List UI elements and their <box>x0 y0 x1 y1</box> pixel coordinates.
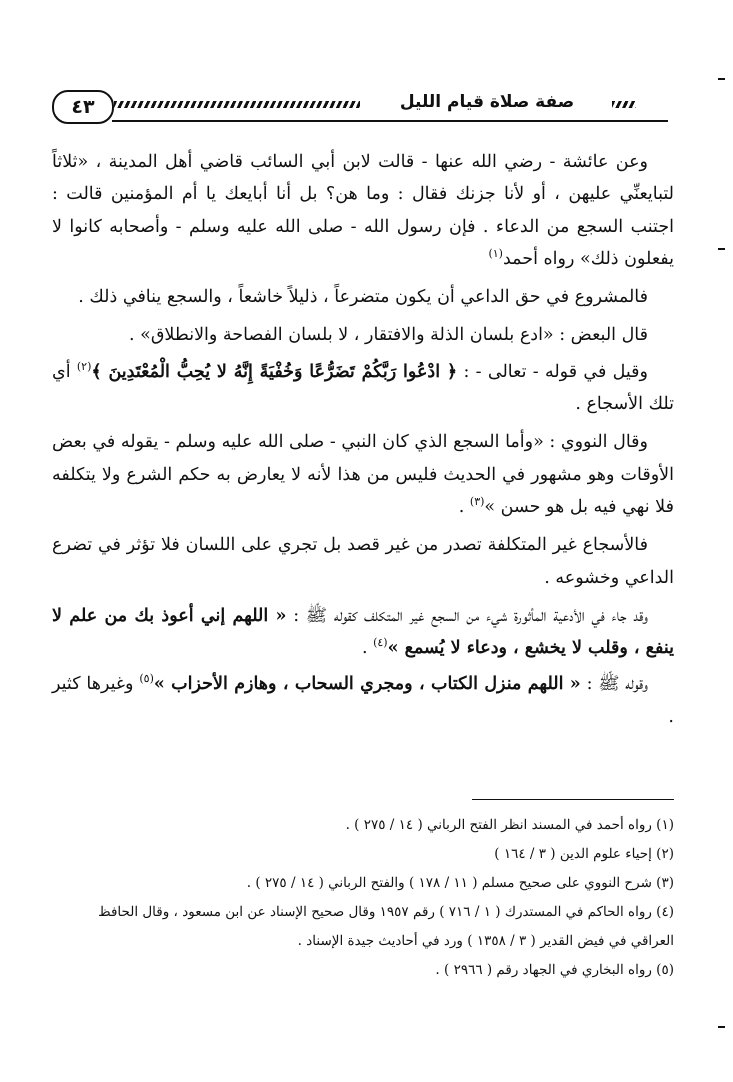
paragraph-nawawi: وقال النووي : «وأما السجع الذي كان النبي - صلى الله عليه وسلم - يقوله في بعض الأوقات وهو مشهور في الحديث فليس من هذا لأنه لا يعارض به حكم الشرع ولا يتكلفه فلا نهي فيه بل هو حسن »$^{(٣)}$ . <box>52 432 674 517</box>
scan-edge-mark <box>718 78 725 80</box>
paragraph-qawluh: وقوله ﷺ : « اللهم منزل الكتاب ، ومجري السحاب ، وهازم الأحزاب »$^{(٥)}$ وغيرها كثير . <box>52 672 674 727</box>
footnote-5: (٥) رواه البخاري في الجهاد رقم ( ٢٩٦٦ ) . <box>435 962 674 978</box>
running-title: صفة صلاة قيام الليل <box>399 92 575 112</box>
footnote-3: (٣) شرح النووي على صحيح مسلم ( ١١ / ١٧٨ ) والفتح الرباني ( ١٤ / ٢٧٥ ) . <box>246 875 674 891</box>
header-ornament-right <box>612 101 636 108</box>
footnote-1: (١) رواه أحمد في المسند انظر الفتح الرباني ( ١٤ / ٢٧٥ ) . <box>345 817 674 833</box>
footnote-separator <box>472 799 674 800</box>
hadith-dua-2: « اللهم منزل الكتاب ، ومجري السحاب ، وهازم الأحزاب » <box>153 674 581 695</box>
paragraph-adiya: وقد جاء في الأدعية المأثورة شيء من السجع غير المتكلف كقوله ﷺ : « اللهم إني أعوذ بك من علم لا ينفع ، وقلب لا يخشع ، ودعاء لا يُسمع »$^{(٤)}$ . <box>52 605 674 659</box>
scan-edge-mark <box>718 1026 725 1028</box>
footnotes <box>70 811 674 985</box>
scan-edge-mark <box>718 248 725 250</box>
footnote-ref-4: (٤) <box>373 636 388 650</box>
quran-verse: ﴿ ادْعُوا رَبَّكُمْ تَضَرُّعًا وَخُفْيَةً إِنَّهُ لا يُحِبُّ الْمُعْتَدِينَ ﴾ <box>91 361 458 382</box>
page-header <box>52 88 672 124</box>
hadith-dua-1: « اللهم إني أعوذ بك من علم لا ينفع ، وقلب لا يخشع ، ودعاء لا يُسمع » <box>52 605 674 659</box>
footnote-ref-5: (٥) <box>139 672 154 686</box>
footnote-ref-3: (٣) <box>469 495 485 509</box>
paragraph-qala-albaad: قال البعض : «ادع بلسان الذلة والافتقار ، لا بلسان الفصاحة والانطلاق» . <box>128 325 648 346</box>
page-number: ٤٣ <box>52 90 114 124</box>
paragraph-mashru: فالمشروع في حق الداعي أن يكون متضرعاً ، ذليلاً خاشعاً ، والسجع ينافي ذلك . <box>78 287 648 308</box>
header-ornament-left <box>114 101 360 108</box>
paragraph-aisha: وعن عائشة - رضي الله عنها - قالت لابن أبي السائب قاضي أهل المدينة ، «ثلاثاً لتبايعنِّي عليهن ، أو لأنا جزنك فقال : وما هن؟ بل أنا أبايعك يا أم المؤمنين قالت : اجتنب السجع من الدعاء . فإن رسول الله - صلى الله عليه وسلم - وأصحابه كانوا لا يفعلون ذلك» رواه أحمد$^{(١)}$ <box>52 152 674 269</box>
footnote-ref-2: (٢) <box>76 359 92 373</box>
footnote-ref-1: (١) <box>488 247 503 261</box>
header-rule <box>112 120 668 122</box>
footnote-4: (٤) رواه الحاكم في المستدرك ( ١ / ٧١٦ ) رقم ١٩٥٧ وقال صحيح الإسناد عن ابن مسعود ، وقال الحافظ العراقي في فيض القدير ( ٣ / ١٣٥٨ ) ورد في أحاديث جيدة الإسناد . <box>98 904 674 949</box>
main-text <box>52 146 674 739</box>
paragraph-asjaa: فالأسجاع غير المتكلفة تصدر من غير قصد بل تجري على اللسان فلا تؤثر في تضرع الداعي وخشوعه . <box>52 535 674 588</box>
footnote-2: (٢) إحياء علوم الدين ( ٣ / ١٦٤ ) <box>494 846 674 862</box>
paragraph-qur-an-verse: وقيل في قوله - تعالى - : ﴿ ادْعُوا رَبَّكُمْ تَضَرُّعًا وَخُفْيَةً إِنَّهُ لا يُحِبُّ الْمُعْتَدِينَ ﴾$^{(٢)}$ أي تلك الأسجاع . <box>52 359 674 415</box>
